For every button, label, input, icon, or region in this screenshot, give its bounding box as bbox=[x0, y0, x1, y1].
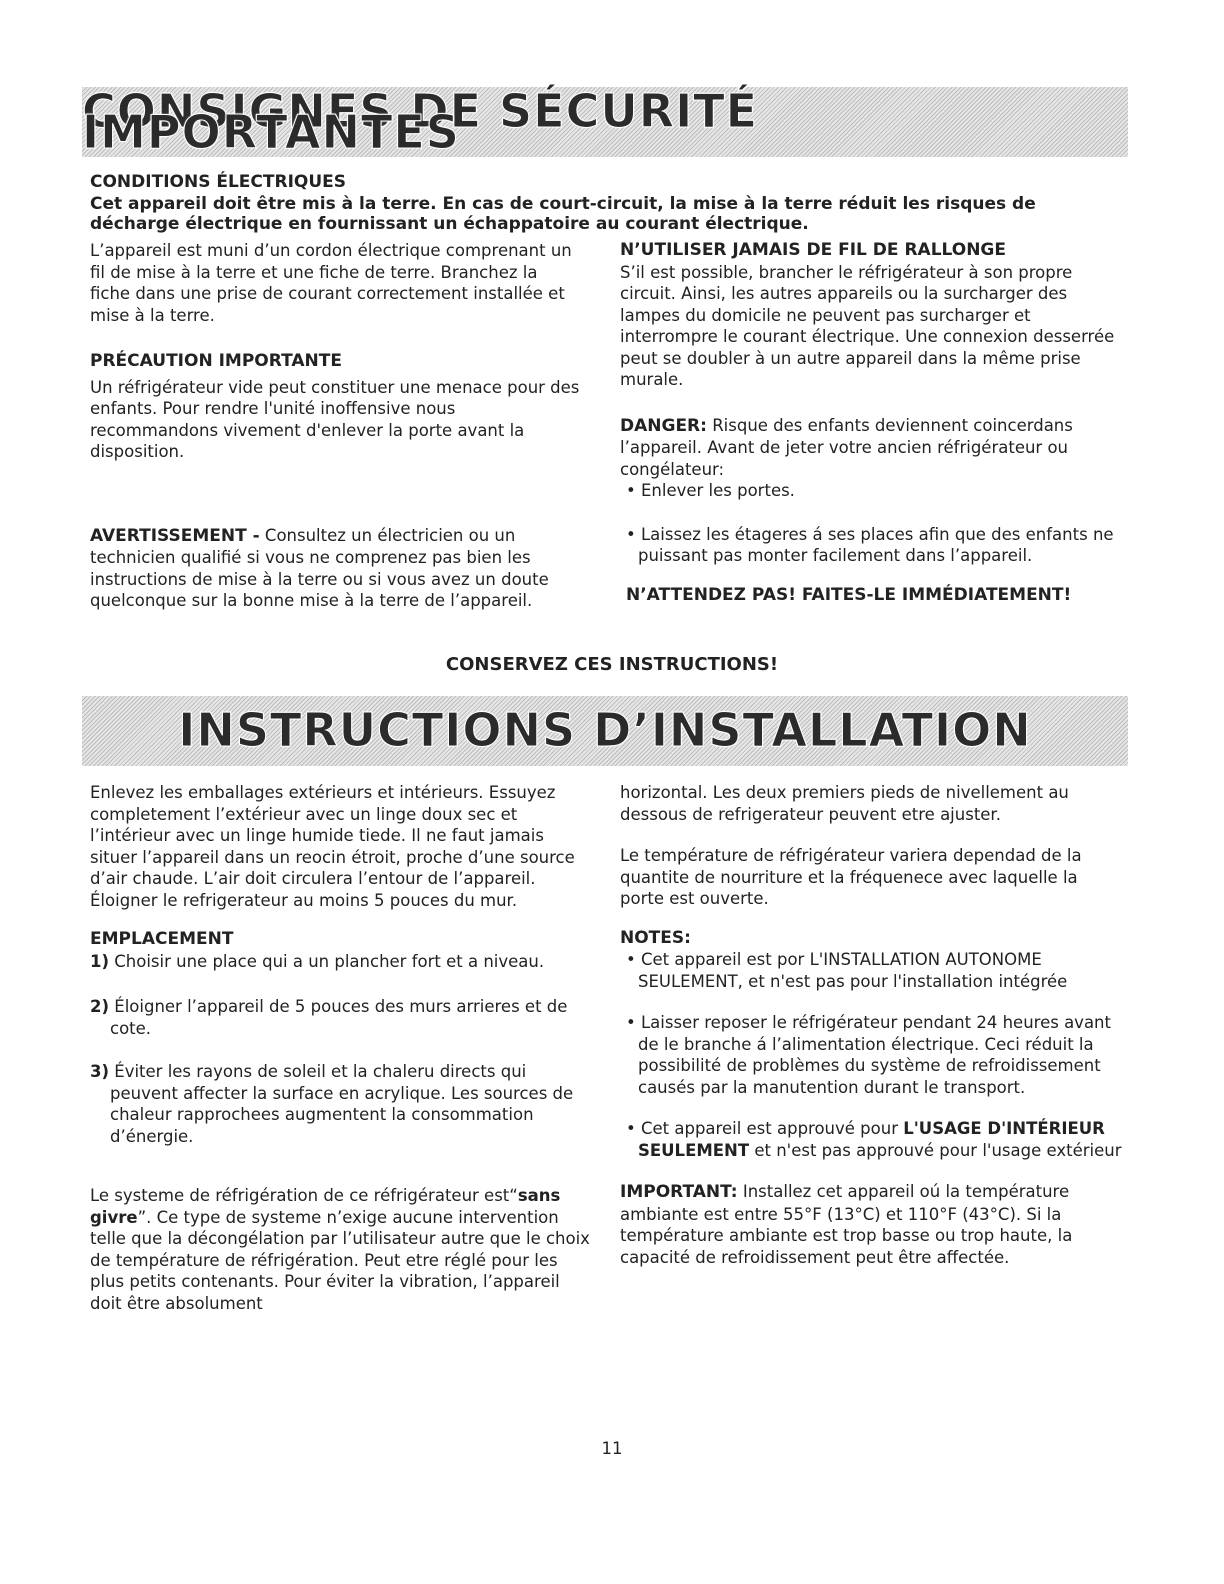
paragraph: Installez cet appareil oú la température ambiante est entre 55°F (13°C) et 110°F (43°C). Si la température ambiante est trop basse ou trop haute, la capacité de refroidissement peut être affectée. bbox=[620, 1182, 1073, 1267]
step-text: Choisir une place qui a un plancher fort et a niveau. bbox=[109, 951, 545, 971]
left-column bbox=[90, 240, 580, 612]
installation-banner bbox=[82, 696, 1128, 766]
step-number: 3) bbox=[90, 1062, 110, 1081]
heading: EMPLACEMENT bbox=[90, 929, 234, 949]
paragraph: Le température de réfrigérateur variera dependad de la quantite de nourriture et la fréquenece avec laquelle la porte est ouverte. bbox=[620, 846, 1082, 908]
section-title: INSTRUCTIONS D’INSTALLATION bbox=[178, 703, 1032, 758]
page-number: 11 bbox=[601, 1439, 623, 1458]
paragraph: L’appareil est muni d’un cordon électrique comprenant un fil de mise à la terre et une fiche de terre. Branchez la fiche dans une prise de courant correctement installée et mise à la terre. bbox=[90, 241, 572, 325]
note: • Cet appareil est por L'INSTALLATION AUTONOME SEULEMENT, et n'est pas pour l'installation intégrée bbox=[626, 950, 1068, 991]
paragraph: Le systeme de réfrigération de ce réfrigérateur est“ bbox=[90, 1186, 518, 1205]
note: • Cet appareil est approuvé pour bbox=[626, 1119, 904, 1138]
safety-banner bbox=[82, 83, 1128, 159]
step-text: Éloigner l’appareil de 5 pouces des murs arrieres et de cote. bbox=[109, 997, 568, 1038]
step-number: 2) bbox=[90, 997, 110, 1016]
heading: NOTES: bbox=[620, 927, 691, 948]
paragraph: Enlevez les emballages extérieurs et intérieurs. Essuyez completement l’extérieur avec un linge doux sec et l’intérieur avec un linge humide tiede. Il ne faut jamais situer l’appareil dans un reocin étroit, proche d’une source d’air chaude. L’air doit circulera l’entour de l’appareil. Éloigner le refrigerateur au moins 5 pouces du mur. bbox=[90, 783, 575, 910]
electrical-section bbox=[90, 172, 1130, 234]
heading: CONDITIONS ÉLECTRIQUES bbox=[90, 172, 347, 192]
label: AVERTISSEMENT - bbox=[90, 525, 260, 546]
paragraph: Un réfrigérateur vide peut constituer une menace pour des enfants. Pour rendre l'unité inoffensive nous recommandons vivement d'enlever la porte avant la disposition. bbox=[90, 377, 580, 461]
paragraph: ”. Ce type de systeme n’exige aucune intervention telle que la décongélation par l’utilisateur autre que le choix de température de réfrigération. Peut etre réglé pour les plus petits contenants. Pour éviter la vibration, l’appareil doit être absolument bbox=[90, 1207, 590, 1313]
heading: N’ATTENDEZ PAS! FAITES-LE IMMÉDIATEMENT! bbox=[626, 584, 1072, 605]
step-text: Éviter les rayons de soleil et la chaleru directs qui peuvent affecter la surface en acrylique. Les sources de chaleur rapprochees augmentent la consommation d’énergie. bbox=[109, 1062, 574, 1146]
label: IMPORTANT: bbox=[620, 1182, 738, 1202]
heading: N’UTILISER JAMAIS DE FIL DE RALLONGE bbox=[620, 240, 1007, 260]
warning-text: Cet appareil doit être mis à la terre. En cas de court-circuit, la mise à la terre réduit les risques de décharge électrique en fournissant un échappatoire au courant électrique. bbox=[90, 193, 1036, 234]
heading: PRÉCAUTION IMPORTANTE bbox=[90, 351, 342, 371]
install-left bbox=[90, 782, 590, 1314]
install-right bbox=[620, 782, 1125, 1268]
paragraph: horizontal. Les deux premiers pieds de nivellement au dessous de refrigerateur peuvent etre ajuster. bbox=[620, 783, 1069, 824]
bullet: • Laissez les étageres á ses places afin que des enfants ne puissant pas monter facilement dans l’appareil. bbox=[626, 524, 1114, 565]
bullet: • Enlever les portes. bbox=[626, 481, 795, 500]
section-title: CONSIGNES DE SÉCURITÉ IMPORTANTES bbox=[82, 83, 759, 159]
paragraph: S’il est possible, brancher le réfrigérateur à son propre circuit. Ainsi, les autres appareils ou la surcharger des lampes du domicile ne peuvent pas surcharger et interrompre le courant électrique. Une connexion desserrée peut se doubler à un autre appareil dans la même prise murale. bbox=[620, 262, 1115, 389]
right-column bbox=[620, 240, 1120, 606]
note: et n'est pas approuvé pour l'usage extérieur bbox=[749, 1140, 1122, 1160]
paragraph: Consultez un électricien ou un technicien qualifié si vous ne comprenez pas bien les instructions de mise à la terre ou si vous avez un doute quelconque sur la bonne mise à la terre de l’appareil. bbox=[90, 525, 549, 610]
emphasis: sans givre bbox=[90, 1186, 561, 1227]
label: DANGER: bbox=[620, 415, 707, 436]
paragraph: Risque des enfants deviennent coincerdans l’appareil. Avant de jeter votre ancien réfrigérateur ou congélateur: bbox=[620, 415, 1073, 479]
note: • Laisser reposer le réfrigérateur pendant 24 heures avant de le branche á l’alimentation électrique. Ceci réduit la possibilité de problèmes du système de refroidissement causés par la manutention durant le transport. bbox=[626, 1013, 1111, 1097]
step-number: 1) bbox=[90, 951, 110, 971]
save-instructions: CONSERVEZ CES INSTRUCTIONS! bbox=[445, 654, 779, 675]
emphasis: L'USAGE D'INTÉRIEUR SEULEMENT bbox=[638, 1119, 1105, 1160]
